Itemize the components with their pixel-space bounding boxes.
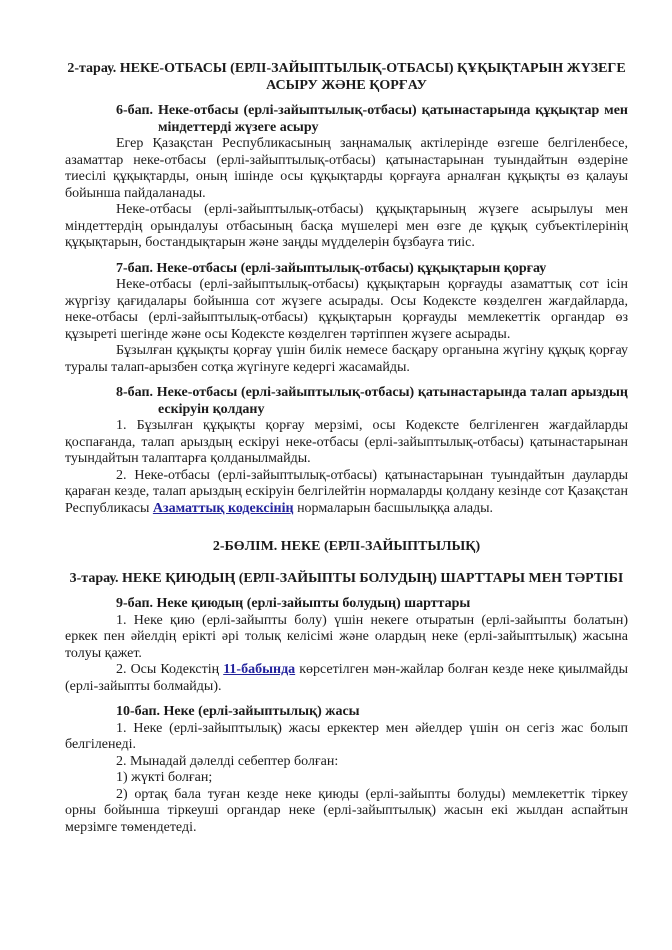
article-9-heading: 9-бап. Неке қиюдың (ерлі-зайыпты болудың) шарттары	[116, 596, 471, 611]
paragraph-text: 2. Осы Кодекстің	[116, 662, 224, 677]
article-10-heading: 10-бап. Неке (ерлі-зайыптылық) жасы	[116, 704, 360, 719]
article-11-link[interactable]: 11-бабында	[223, 662, 296, 677]
article-9-paragraph-1: 1. Неке қию (ерлі-зайыпты болу) үшін некеге отыратын (ерлі-зайыпты болатын) еркек пен әйелдің ерікті әрі толық келісімі және олардың неке (ерлі-зайыптылық) жасына толуы қажет.	[65, 612, 628, 661]
civil-code-link[interactable]: Азаматтық кодексінің	[152, 500, 294, 516]
chapter-3-title: 3-тарау. НЕКЕ ҚИЮДЫҢ (ЕРЛІ-ЗАЙЫПТЫ БОЛУДЫҢ) ШАРТТАРЫ МЕН ТӘРТІБІ	[69, 570, 624, 586]
article-9-paragraph-2	[65, 662, 628, 695]
article-6-paragraph-1: Егер Қазақстан Республикасының заңнамалық актілерінде өзгеше белгіленбесе, азаматтар неке-отбасы (ерлі-зайыптылық-отбасы) қатынастарынан туындайтын өздеріне тиесілі құқықтарды, оның ішінде осы құқықтарды қорғауға арналған құқықты өз қалауы бойынша пайдаланады.	[65, 136, 628, 201]
article-10-list-item-1: 1) жүкті болған;	[116, 770, 213, 785]
article-8-heading: 8-бап. Неке-отбасы (ерлі-зайыптылық-отбасы) қатынастарында талап арыздың ескіруін қолдану	[116, 385, 628, 417]
article-6-paragraph-2: Неке-отбасы (ерлі-зайыптылық-отбасы) құқықтарының жүзеге асырылуы мен міндеттердің орындалуы отбасының басқа мүшелері мен өзге де құқық субъектілерінің құқықтарын, бостандықтарын және заңды мүдделерін бұзбауға тиіс.	[65, 202, 628, 250]
article-6-heading: 6-бап. Неке-отбасы (ерлі-зайыптылық-отбасы) қатынастарында құқықтар мен міндеттерді жүзеге асыру	[116, 103, 628, 135]
article-10-paragraph-1: 1. Неке (ерлі-зайыптылық) жасы еркектер мен әйелдер үшін он сегіз жас болып белгіленеді.	[65, 720, 628, 752]
article-7-paragraph-1: Неке-отбасы (ерлі-зайыптылық-отбасы) құқықтарын қорғауды азаматтық сот ісін жүргізу қағидалары бойынша сот жүзеге асырады. Осы Кодексте көзделген жағдайларда, неке-отбасы (ерлі-зайыптылық-отбасы) құқықтарын қорғауды мемлекеттік органдар өз құзыреті шегінде және осы Кодексте көзделген тәртіппен жүзеге асырады.	[65, 277, 628, 342]
article-8-paragraph-2	[65, 468, 628, 518]
article-8-paragraph-1: 1. Бұзылған құқықты қорғау мерзімі, осы Кодексте белгіленген жағдайларды қоспағанда, талап арыздың ескіруі неке-отбасы (ерлі-зайыптылық-отбасы) қатынастарынан туындайтын талаптарға қолданылмайды.	[65, 418, 628, 466]
article-7-heading: 7-бап. Неке-отбасы (ерлі-зайыптылық-отбасы) құқықтарын қорғау	[116, 260, 547, 276]
chapter-2-title: 2-тарау. НЕКЕ-ОТБАСЫ (ЕРЛІ-ЗАЙЫПТЫЛЫҚ-ОТБАСЫ) ҚҰҚЫҚТАРЫН ЖҮЗЕГЕ АСЫРУ ЖӘНЕ ҚОРҒАУ	[67, 61, 626, 93]
section-2-title: 2-БӨЛІМ. НЕКЕ (ЕРЛІ-ЗАЙЫПТЫЛЫҚ)	[212, 539, 481, 554]
article-10-paragraph-2: 2. Мынадай дәлелді себептер болған:	[116, 753, 339, 769]
paragraph-text: нормаларын басшылыққа алады.	[293, 500, 494, 516]
article-10-list-item-2: 2) ортақ бала туған кезде неке қиюды (ерлі-зайыпты болуды) мемлекеттік тіркеу орны бойынша тіркеуші органдар неке (ерлі-зайыптылық) жасын екі жылдан аспайтын мерзімге төмендетеді.	[65, 786, 628, 835]
article-7-paragraph-2: Бұзылған құқықты қорғау үшін билік немесе басқару органына жүгіну құқық қорғау туралы талап-арызбен сотқа жүгінуге кедергі жасамайды.	[65, 343, 628, 375]
paragraph-text: 2. Неке-отбасы (ерлі-зайыптылық-отбасы) қатынастарынан туындайтын дауларды қараған кезде, талап арыздың ескіруін белгілейтін нормаларды қолдану кезінде сот Қазақстан Республикасы	[65, 467, 628, 516]
paragraph-text: көрсетілген мән-жайлар болған кезде неке қиылмайды (ерлі-зайыпты болмайды).	[65, 662, 628, 694]
